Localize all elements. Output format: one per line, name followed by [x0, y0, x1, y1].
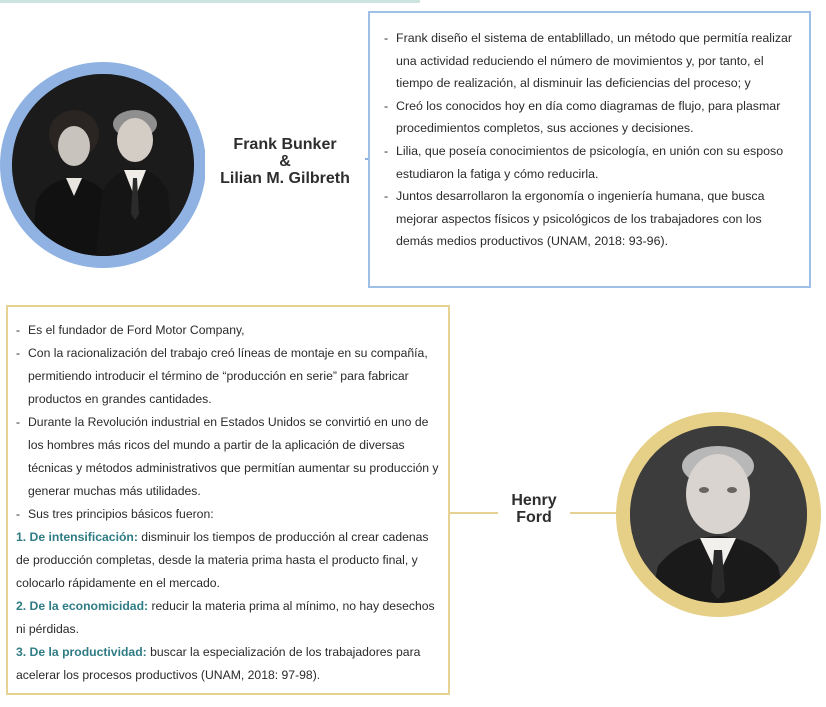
- ford-info-list: [16, 319, 440, 687]
- gilbreth-portrait-illustration: [12, 74, 194, 256]
- gilbreth-name-line2: Lilian M. Gilbreth: [205, 170, 365, 187]
- ford-portrait-photo: [630, 426, 807, 603]
- list-item: - Es el fundador de Ford Motor Company,: [16, 323, 245, 337]
- ford-info-box: [6, 305, 450, 695]
- gilbreth-info-box: [368, 11, 811, 288]
- list-item: - Frank diseño el sistema de entablillado, un método que permitía realizar una actividad reduciendo el número de movimientos y, por tanto, el tiempo de realización, al disminuir las deficiencias del proceso; y: [384, 31, 793, 91]
- gilbreth-portrait-frame: [0, 62, 206, 268]
- ford-name-line2: Ford: [516, 509, 552, 526]
- list-item: - Sus tres principios básicos fueron:: [16, 507, 214, 521]
- ford-name-label: [498, 492, 570, 526]
- principle-key: 1. De intensificación:: [16, 530, 138, 544]
- principle-key: 2. De la economicidad:: [16, 599, 149, 613]
- list-item: - Durante la Revolución industrial en Estados Unidos se convirtió en uno de los hombres más ricos del mundo a partir de la aplicación de diversas técnicas y métodos administrativos que permitían aumentar su producción y generar muchas más utilidades.: [16, 415, 439, 498]
- principle-key: 3. De la productividad:: [16, 645, 147, 659]
- list-item: - Con la racionalización del trabajo creó líneas de montaje en su compañía, permitiendo introducir el término de “producción en serie” para fabricar productos en grandes cantidades.: [16, 346, 428, 406]
- gilbreth-name-ampersand: &: [205, 153, 365, 170]
- ford-portrait-frame: [616, 412, 821, 617]
- ford-name-line1: Henry: [511, 492, 557, 509]
- list-item: - Creó los conocidos hoy en día como diagramas de flujo, para plasmar procedimientos completos, sus acciones y decisiones.: [384, 98, 781, 136]
- principle-item: 3. De la productividad: buscar la especialización de los trabajadores para acelerar los procesos productivos (UNAM, 2018: 97-98).: [16, 645, 421, 682]
- gilbreth-name-label: [205, 136, 365, 187]
- list-item: - Juntos desarrollaron la ergonomía o ingeniería humana, que busca mejorar aspectos físicos y psicológicos de los trabajadores con los demás medios productivos (UNAM, 2018: 93-96).: [384, 189, 765, 249]
- gilbreth-info-list: [384, 27, 799, 253]
- principle-item: 1. De intensificación: disminuir los tiempos de producción al crear cadenas de producción completas, desde la materia prima hasta el producto final, y colocarlo rápidamente en el mercado.: [16, 530, 429, 590]
- top-divider-line: [0, 0, 420, 3]
- gilbreth-name-line1: Frank Bunker: [205, 136, 365, 153]
- list-item: - Lilia, que poseía conocimientos de psicología, en unión con su esposo estudiaron la fatiga y cómo reducirla.: [384, 143, 784, 181]
- gilbreth-portrait-photo: [12, 74, 194, 256]
- ford-portrait-illustration: [630, 426, 807, 603]
- principle-item: 2. De la economicidad: reducir la materia prima al mínimo, no hay desechos ni pérdidas.: [16, 599, 435, 636]
